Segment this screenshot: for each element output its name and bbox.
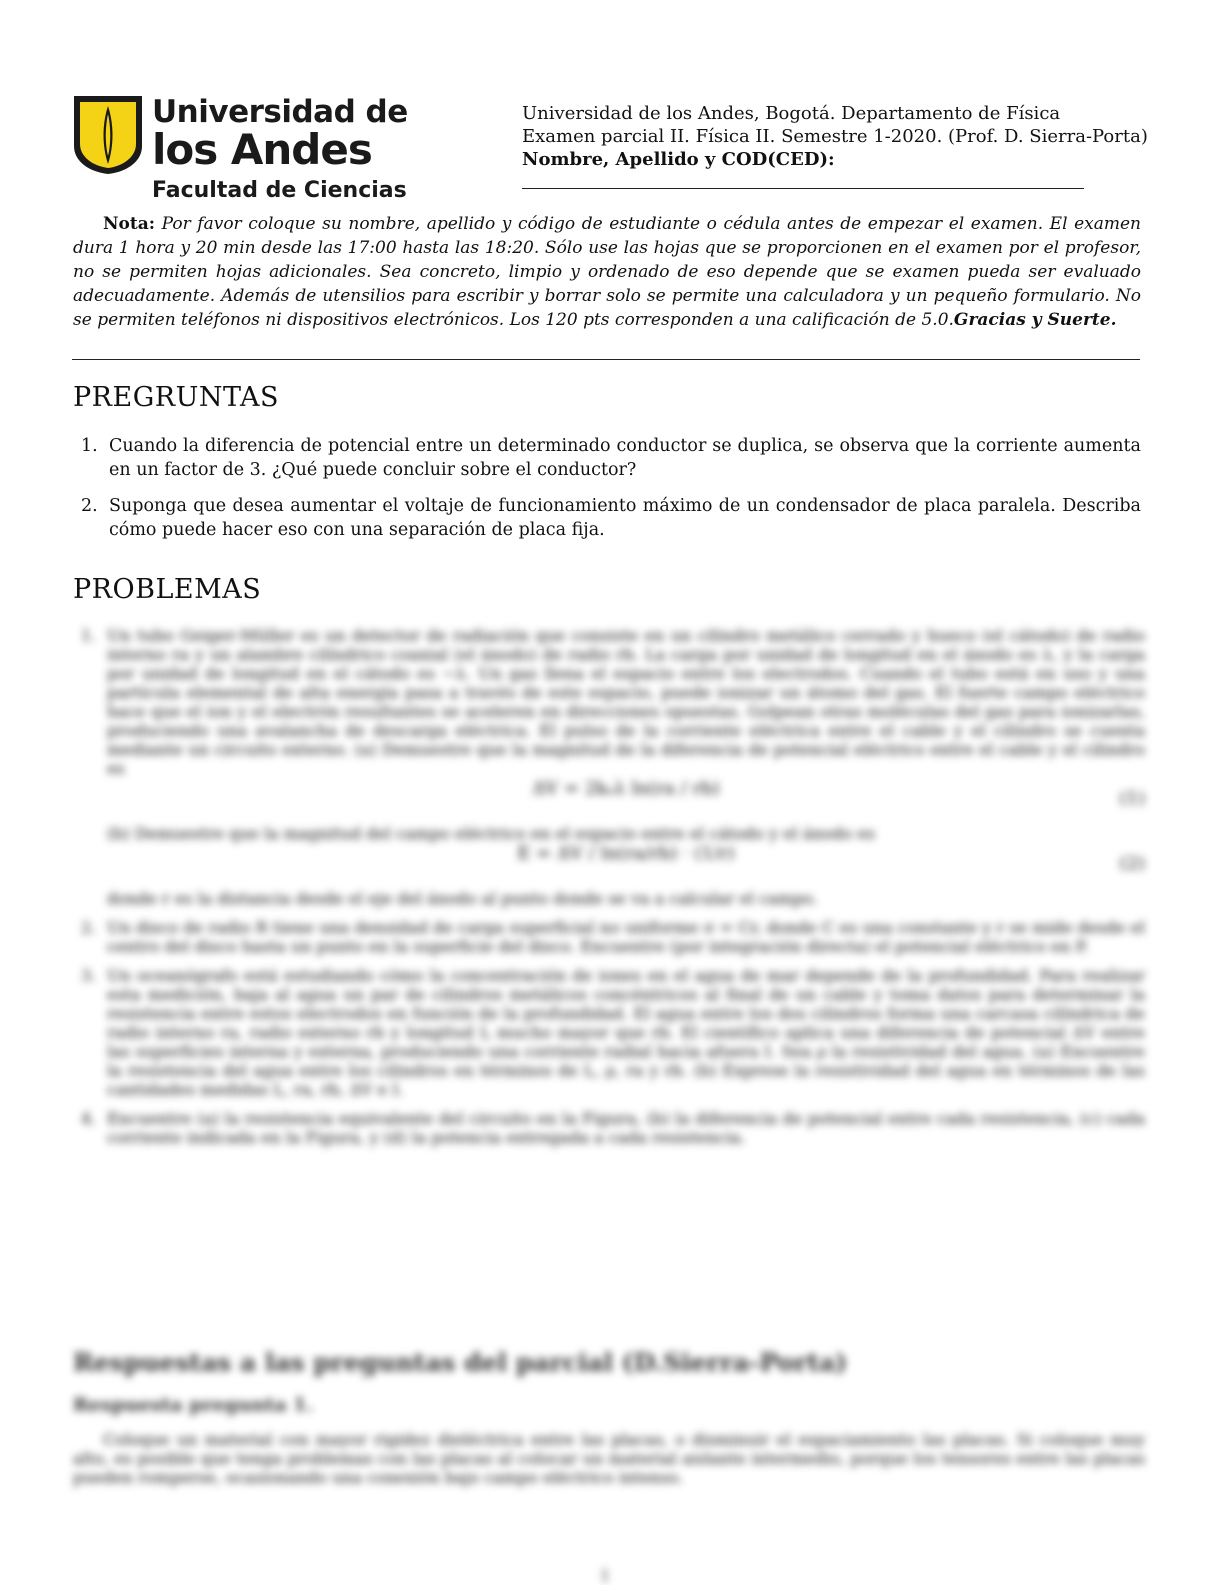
problem-text-part-b: (b) Demuestre que la magnitud del campo eléctrico en el espacio entre el cátodo y el ánodo es [107,824,875,843]
header-name-label: Nombre, Apellido y COD(CED): [522,149,835,170]
problem-list [73,626,1145,1157]
equation [107,843,1145,889]
shield-icon [72,94,144,176]
question-list [73,434,1141,554]
problem-text: Un disco de radio R tiene una densidad de carga superficial no uniforme σ = Cr, donde C es una constante y r se mide desde el centro del disco hasta un punto en la superficie del disco. Encuentre (por integración directa) el potencial eléctrico en P. [107,918,1145,956]
divider [72,359,1140,360]
problem-number: 4. [81,1109,97,1128]
problem-text: Encuentre (a) la resistencia equivalente del circuito en la Figura, (b) la diferencia de potencial entre cada resistencia, (c) cada corriente indicada en la Figura, y (d) la potencia entregada a cada resistencia. [107,1109,1145,1147]
problem-item [73,966,1145,1099]
exam-header [522,102,1162,171]
problem-number: 1. [81,626,97,645]
question-item [73,434,1141,482]
equation-number: (2) [1119,853,1145,874]
logo-line-2: los Andes [152,125,372,174]
problem-text: Un oceanógrafo está estudiando cómo la concentración de iones en el agua de mar depende de la profundidad. Para realizar esta medición, baja al agua un par de cilindros metálicos concéntricos al final de un cable y toma datos para determinar la resistencia entre estos electrodos en función de la profundidad. El agua entre los dos cilindros forma una carcasa cilíndrica de radio interno ra, radio externo rb y longitud L mucho mayor que rb. El científico aplica una diferencia de potencial ΔV entre las superficies interna y externa, produciendo una corriente radial hacia afuera I. Sea ρ la resistividad del agua. (a) Encuentre la resistencia del agua entre los cilindros en términos de L, ρ, ra y rb. (b) Exprese la resistividad del agua en términos de las cantidades medidas L, ra, rb, ΔV e I. [107,966,1145,1099]
header-department: Universidad de los Andes, Bogotá. Departamento de Física [522,103,1061,124]
blurred-content [0,598,1224,1584]
answers-body: Coloque un material con mayor rigidez dieléctrica entre las placas, o disminuir el espaciamiento las placas. Si coloque muy alto, es posible que tenga problemas con las placas al colocar un material aislante intermedio, porque los tensores entre las placas pueden romperse, ocasionando una conexión bajo campo eléctrico intenso. [73,1430,1145,1487]
problem-text-tail: donde r es la distancia desde el eje del ánodo al punto donde se va a calcular el campo. [107,889,818,908]
logo-line-3: Facultad de Ciencias [152,178,407,203]
page-number: 1 [600,1566,611,1585]
problem-text: Un tubo Geiger-Müller es un detector de radiación que consiste en un cilindro metálico cerrado y hueco (el cátodo) de radio interno ra y un alambre cilíndrico coaxial (el ánodo) de radio rb. La carga por unidad de longitud en el ánodo es λ, y la carga por unidad de longitud en el cátodo es −λ. Un gas llena el espacio entre los electrodos. Cuando el tubo está en uso y una partícula elemental de alta energía pasa a través de este espacio, puede ionizar un átomo del gas. El fuerte campo eléctrico hace que el ion y el electrón resultantes se aceleren en direcciones opuestas. Golpean otras moléculas del gas para ionizarlas, produciendo una avalancha de descarga eléctrica. El pulso de la corriente eléctrica entre el cable y el cilindro se cuenta mediante un circuito externo. (a) Demuestre que la magnitud de la diferencia de potencial eléctrico entre el cable y el cilindro es [107,626,1145,778]
problem-item [73,918,1145,956]
question-text: Cuando la diferencia de potencial entre un determinado conductor se duplica, se observa que la corriente aumenta en un factor de 3. ¿Qué puede concluir sobre el conductor? [109,436,1141,480]
equation-body: ΔV = 2kₑλ ln(ra / rb) [532,778,720,799]
question-item [73,494,1141,542]
equation [107,778,1145,824]
question-text: Suponga que desea aumentar el voltaje de funcionamiento máximo de un condensador de placa paralela. Describa cómo puede hacer eso con una separación de placa fija. [109,496,1141,540]
problem-item [73,626,1145,908]
name-signature-line [522,188,1084,189]
equation-number: (1) [1119,788,1145,809]
header-exam-info: Examen parcial II. Física II. Semestre 1-2020. (Prof. D. Sierra-Porta) [522,126,1148,147]
note-closing: Gracias y Suerte. [953,310,1117,330]
question-number: 1. [81,436,98,456]
university-logo [72,94,408,206]
section-title-preguntas: PREGRUNTAS [73,382,280,413]
exam-note [73,212,1141,332]
section-title-problemas: PROBLEMAS [73,574,262,605]
question-number: 2. [81,496,98,516]
problem-item [73,1109,1145,1147]
problem-number: 2. [81,918,97,937]
answers-title: Respuestas a las preguntas del parcial (D.Sierra-Porta) [73,1348,848,1377]
note-label: Nota: [103,214,156,234]
answers-subtitle: Respuesta pregunta 1. [73,1394,313,1416]
note-text: Por favor coloque su nombre, apellido y código de estudiante o cédula antes de empezar el examen. El examen dura 1 hora y 20 min desde las 17:00 hasta las 18:20. Sólo use las hojas que se proporcionen en el examen por el profesor, no se permiten hojas adicionales. Sea concreto, limpio y ordenado de eso depende que se examen pueda ser evaluado adecuadamente. Además de utensilios para escribir y borrar solo se permite una calculadora y un pequeño formulario. No se permiten teléfonos ni dispositivos electrónicos. Los 120 pts corresponden a una calificación de 5.0. [73,214,1141,330]
equation-body: E = ΔV / ln(ra/rb) · (1/r) [517,843,735,864]
problem-number: 3. [81,966,97,985]
logo-line-1: Universidad de [152,94,408,130]
